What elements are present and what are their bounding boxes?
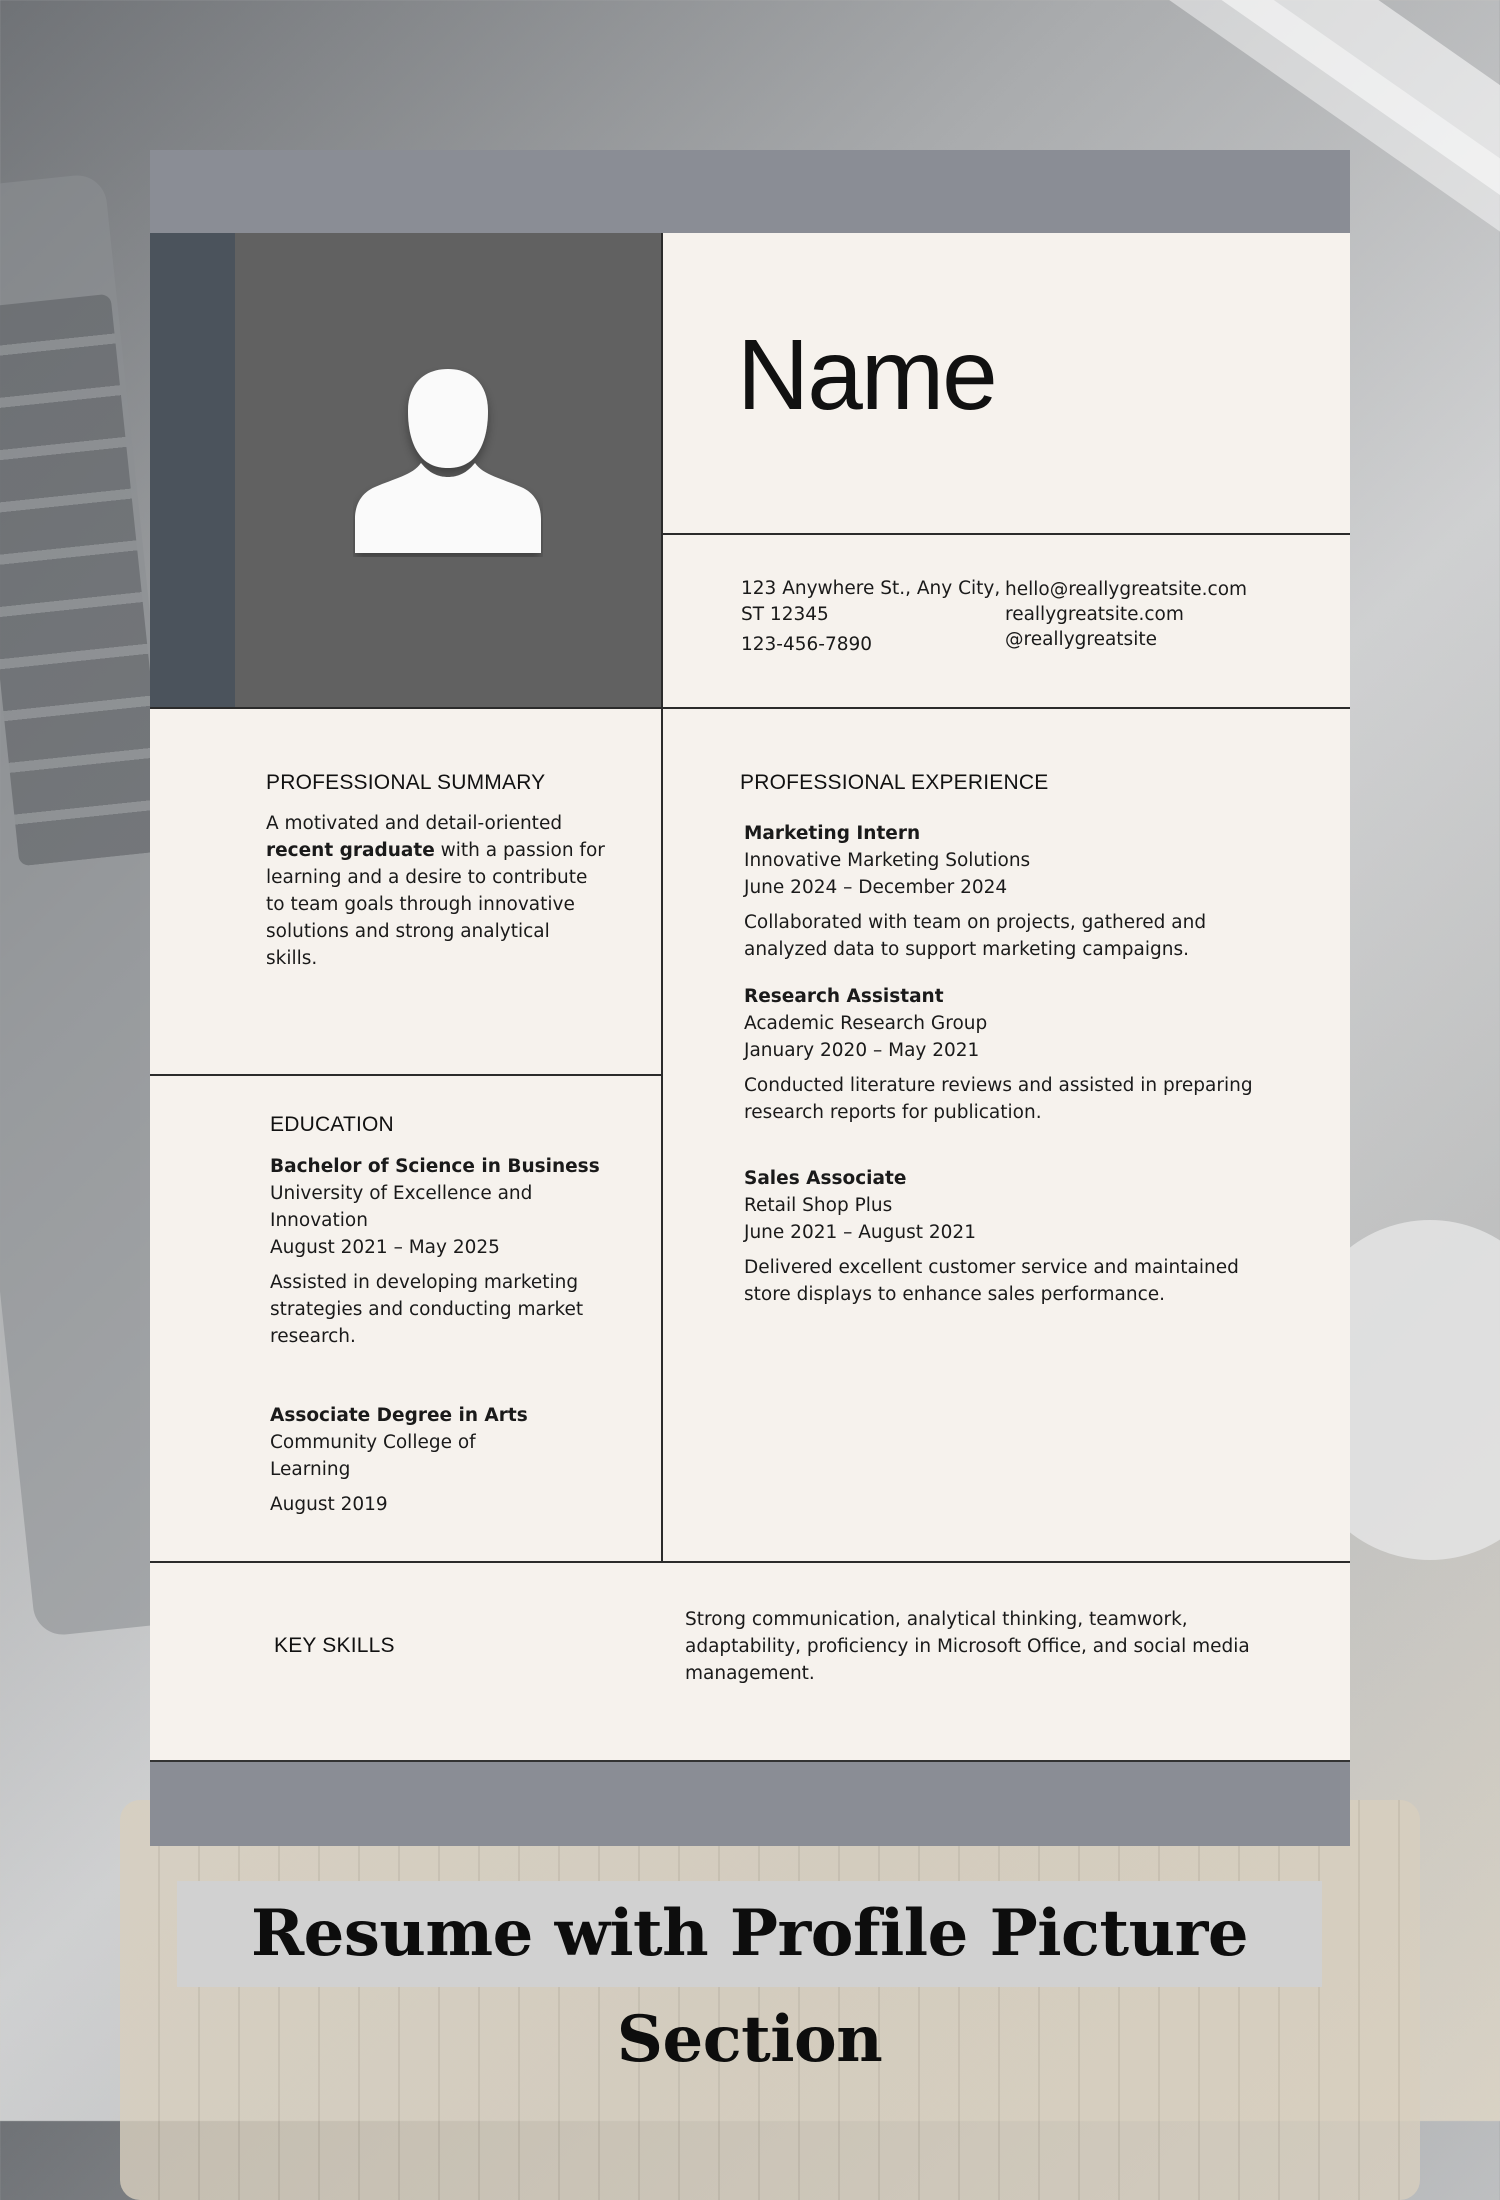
- summary-line: solutions and strong analytical: [266, 921, 550, 942]
- candidate-name: Name: [737, 319, 996, 431]
- description: store displays to enhance sales performance.: [744, 1284, 1166, 1305]
- resume-page: [150, 150, 1350, 1846]
- skills-text: [685, 1606, 1250, 1687]
- school: University of Excellence and: [270, 1183, 533, 1204]
- degree: Associate Degree in Arts: [270, 1405, 528, 1426]
- description: strategies and conducting market: [270, 1299, 584, 1320]
- school: Innovation: [270, 1210, 368, 1231]
- description: Collaborated with team on projects, gathered and: [744, 912, 1207, 933]
- dates: August 2021 – May 2025: [270, 1237, 500, 1258]
- website[interactable]: reallygreatsite.com: [1005, 604, 1184, 625]
- experience-item: [744, 820, 1206, 963]
- address-line: ST 12345: [741, 604, 829, 625]
- divider: [150, 707, 1350, 709]
- experience-title: PROFESSIONAL EXPERIENCE: [740, 771, 1049, 794]
- divider: [150, 1561, 1350, 1563]
- user-silhouette-icon: [353, 367, 543, 557]
- summary-line: A motivated and detail-oriented: [266, 813, 563, 834]
- education-item: [270, 1402, 528, 1518]
- role: Research Assistant: [744, 986, 944, 1007]
- contact-online: [1005, 577, 1247, 652]
- description: research reports for publication.: [744, 1102, 1042, 1123]
- address-line: 123 Anywhere St., Any City,: [741, 578, 1001, 599]
- column-divider: [661, 233, 663, 1562]
- school: Community College of: [270, 1432, 476, 1453]
- skills-line: Strong communication, analytical thinking, teamwork,: [685, 1609, 1188, 1630]
- summary-line: skills.: [266, 948, 318, 969]
- degree: Bachelor of Science in Business: [270, 1156, 600, 1177]
- top-band: [150, 150, 1350, 233]
- dates: June 2024 – December 2024: [744, 877, 1008, 898]
- description: Delivered excellent customer service and maintained: [744, 1257, 1239, 1278]
- dates: August 2019: [270, 1494, 388, 1515]
- summary-line-rest: with a passion for: [434, 840, 605, 861]
- divider: [150, 1074, 662, 1076]
- summary-text: [266, 810, 605, 972]
- experience-item: [744, 983, 1253, 1126]
- summary-line: to team goals through innovative: [266, 894, 575, 915]
- experience-item: [744, 1165, 1239, 1308]
- caption-title: Resume with Profile Picture Section: [250, 1896, 1249, 2077]
- email[interactable]: hello@reallygreatsite.com: [1005, 579, 1248, 600]
- skills-line: management.: [685, 1663, 815, 1684]
- accent-bar: [150, 233, 235, 708]
- company: Retail Shop Plus: [744, 1195, 893, 1216]
- profile-photo[interactable]: [235, 233, 662, 708]
- description: research.: [270, 1326, 356, 1347]
- dates: January 2020 – May 2021: [744, 1040, 980, 1061]
- role: Marketing Intern: [744, 823, 921, 844]
- summary-title: PROFESSIONAL SUMMARY: [266, 771, 546, 794]
- bottom-band: [150, 1760, 1350, 1846]
- social-handle[interactable]: @reallygreatsite: [1005, 629, 1157, 650]
- description: analyzed data to support marketing campaigns.: [744, 939, 1189, 960]
- dates: June 2021 – August 2021: [744, 1222, 976, 1243]
- school: Learning: [270, 1459, 351, 1480]
- description: Assisted in developing marketing: [270, 1272, 579, 1293]
- education-item: [270, 1153, 600, 1350]
- company: Innovative Marketing Solutions: [744, 850, 1031, 871]
- company: Academic Research Group: [744, 1013, 988, 1034]
- phone: 123-456-7890: [741, 634, 873, 655]
- role: Sales Associate: [744, 1168, 907, 1189]
- divider: [661, 533, 1350, 535]
- description: Conducted literature reviews and assisted in preparing: [744, 1075, 1253, 1096]
- education-title: EDUCATION: [270, 1113, 394, 1136]
- caption-banner: [177, 1881, 1322, 2077]
- skills-title: KEY SKILLS: [274, 1634, 395, 1657]
- summary-line: [266, 837, 605, 864]
- summary-highlight: recent graduate: [266, 840, 435, 861]
- skills-line: adaptability, proficiency in Microsoft Office, and social media: [685, 1636, 1250, 1657]
- contact-address: [741, 576, 1000, 658]
- summary-line: learning and a desire to contribute: [266, 867, 588, 888]
